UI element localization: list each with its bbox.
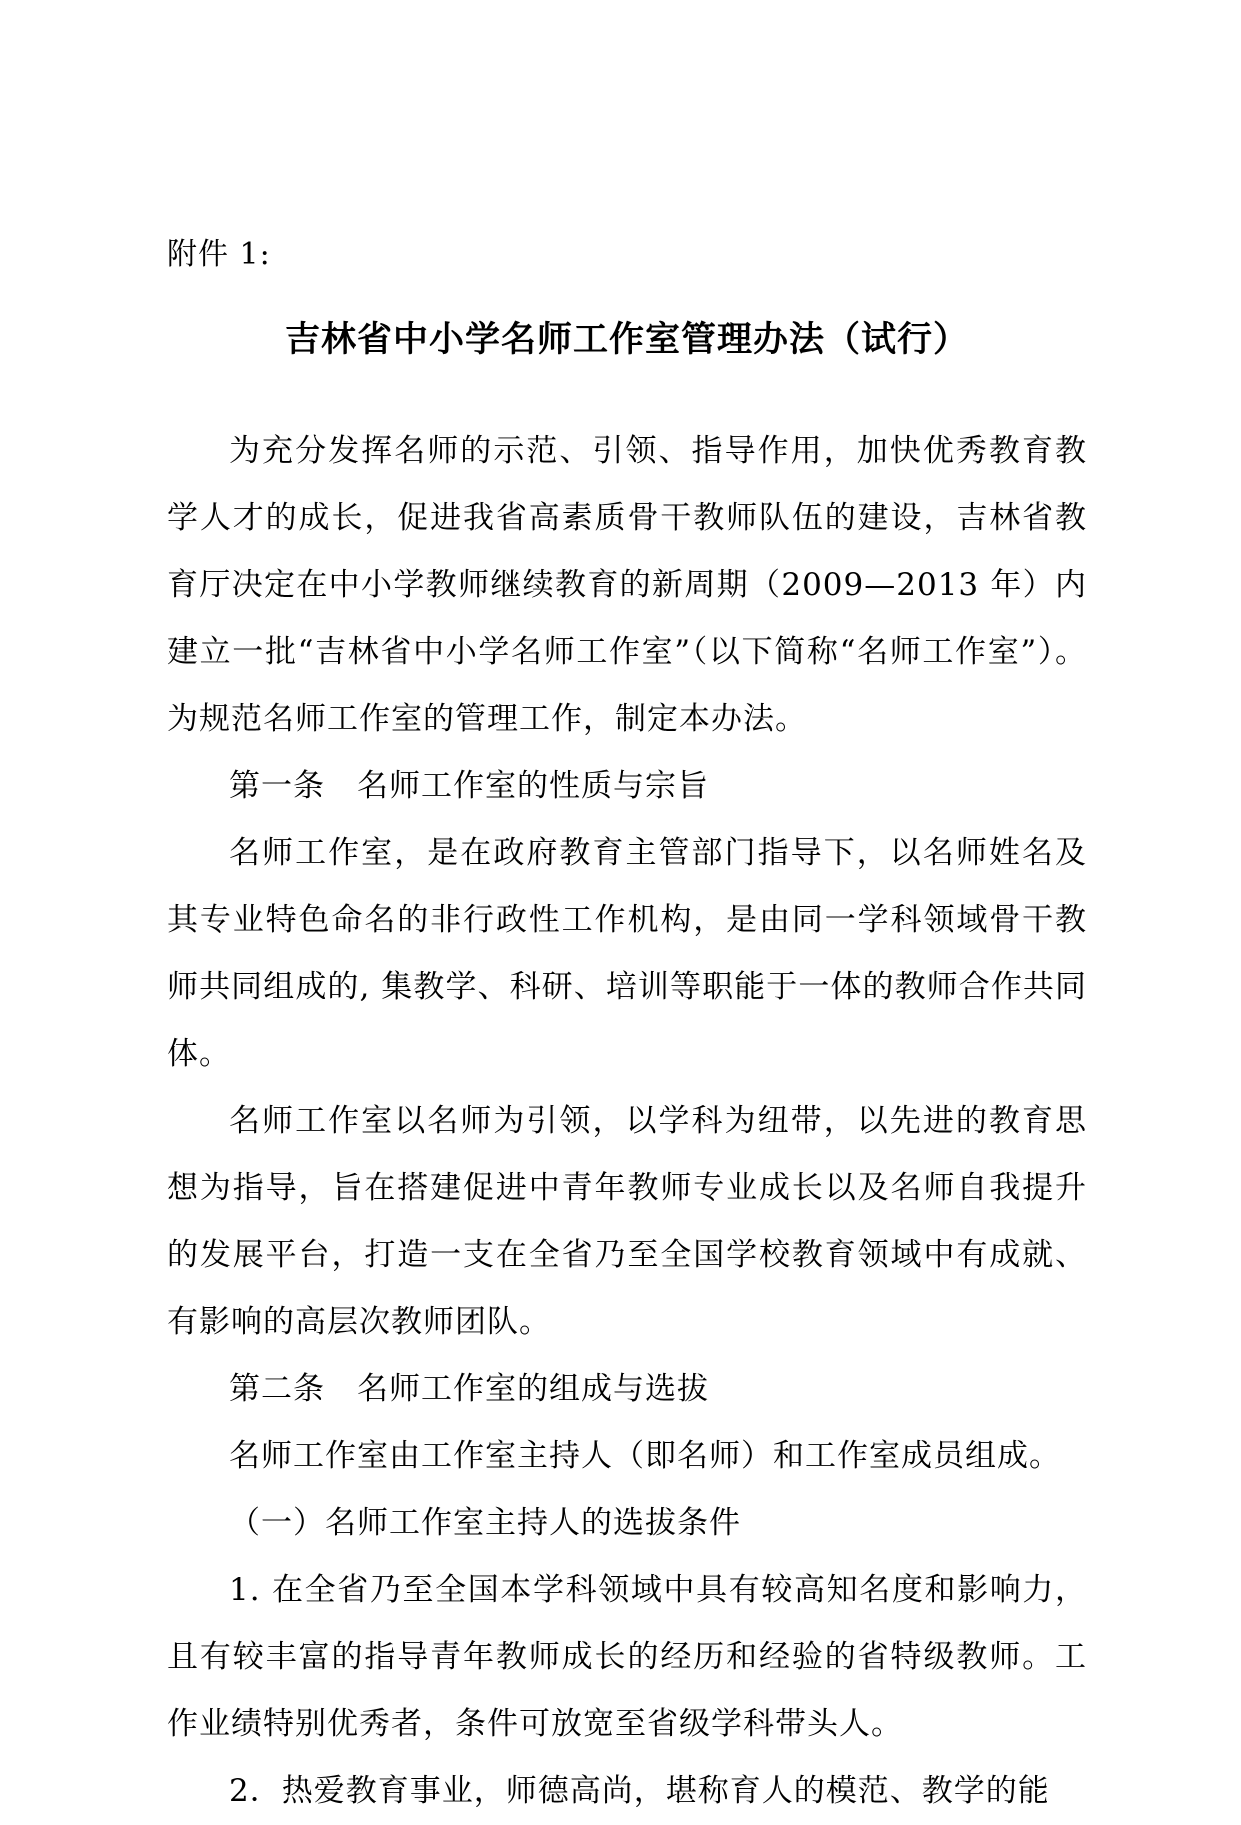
article-1-paragraph-1: 名师工作室，是在政府教育主管部门指导下，以名师姓名及其专业特色命名的非行政性工作机构，是由同一学科领域骨干教师共同组成的, 集教学、科研、培训等职能于一体的教师合作共同体。 — [167, 835, 1087, 1072]
document-body — [167, 418, 1087, 1825]
annex-label: 附件 1: — [167, 237, 271, 272]
intro-paragraph: 为充分发挥名师的示范、引领、指导作用，加快优秀教育教学人才的成长，促进我省高素质骨干教师队伍的建设，吉林省教育厅决定在中小学教师继续教育的新周期（2009—2013 年）内建立一批“吉林省中小学名师工作室”（以下简称“名师工作室”）。为规范名师工作室的管理工作，制定本办法。 — [167, 433, 1087, 737]
article-2-paragraph-1: 名师工作室由工作室主持人（即名师）和工作室成员组成。 — [229, 1438, 1061, 1474]
condition-2: 2．热爱教育事业，师德高尚，堪称育人的模范、教学的能 — [229, 1773, 1050, 1809]
article-2-heading: 第二条 名师工作室的组成与选拔 — [229, 1371, 709, 1407]
section-1-heading: （一）名师工作室主持人的选拔条件 — [229, 1505, 741, 1541]
article-1-paragraph-2: 名师工作室以名师为引领，以学科为纽带，以先进的教育思想为指导，旨在搭建促进中青年教师专业成长以及名师自我提升的发展平台，打造一支在全省乃至全国学校教育领域中有成就、有影响的高层次教师团队。 — [167, 1103, 1087, 1340]
article-1-heading: 第一条 名师工作室的性质与宗旨 — [229, 768, 709, 804]
condition-1: 1. 在全省乃至全国本学科领域中具有较高知名度和影响力，且有较丰富的指导青年教师成长的经历和经验的省特级教师。工作业绩特别优秀者，条件可放宽至省级学科带头人。 — [167, 1572, 1087, 1742]
document-title: 吉林省中小学名师工作室管理办法（试行） — [284, 320, 969, 360]
